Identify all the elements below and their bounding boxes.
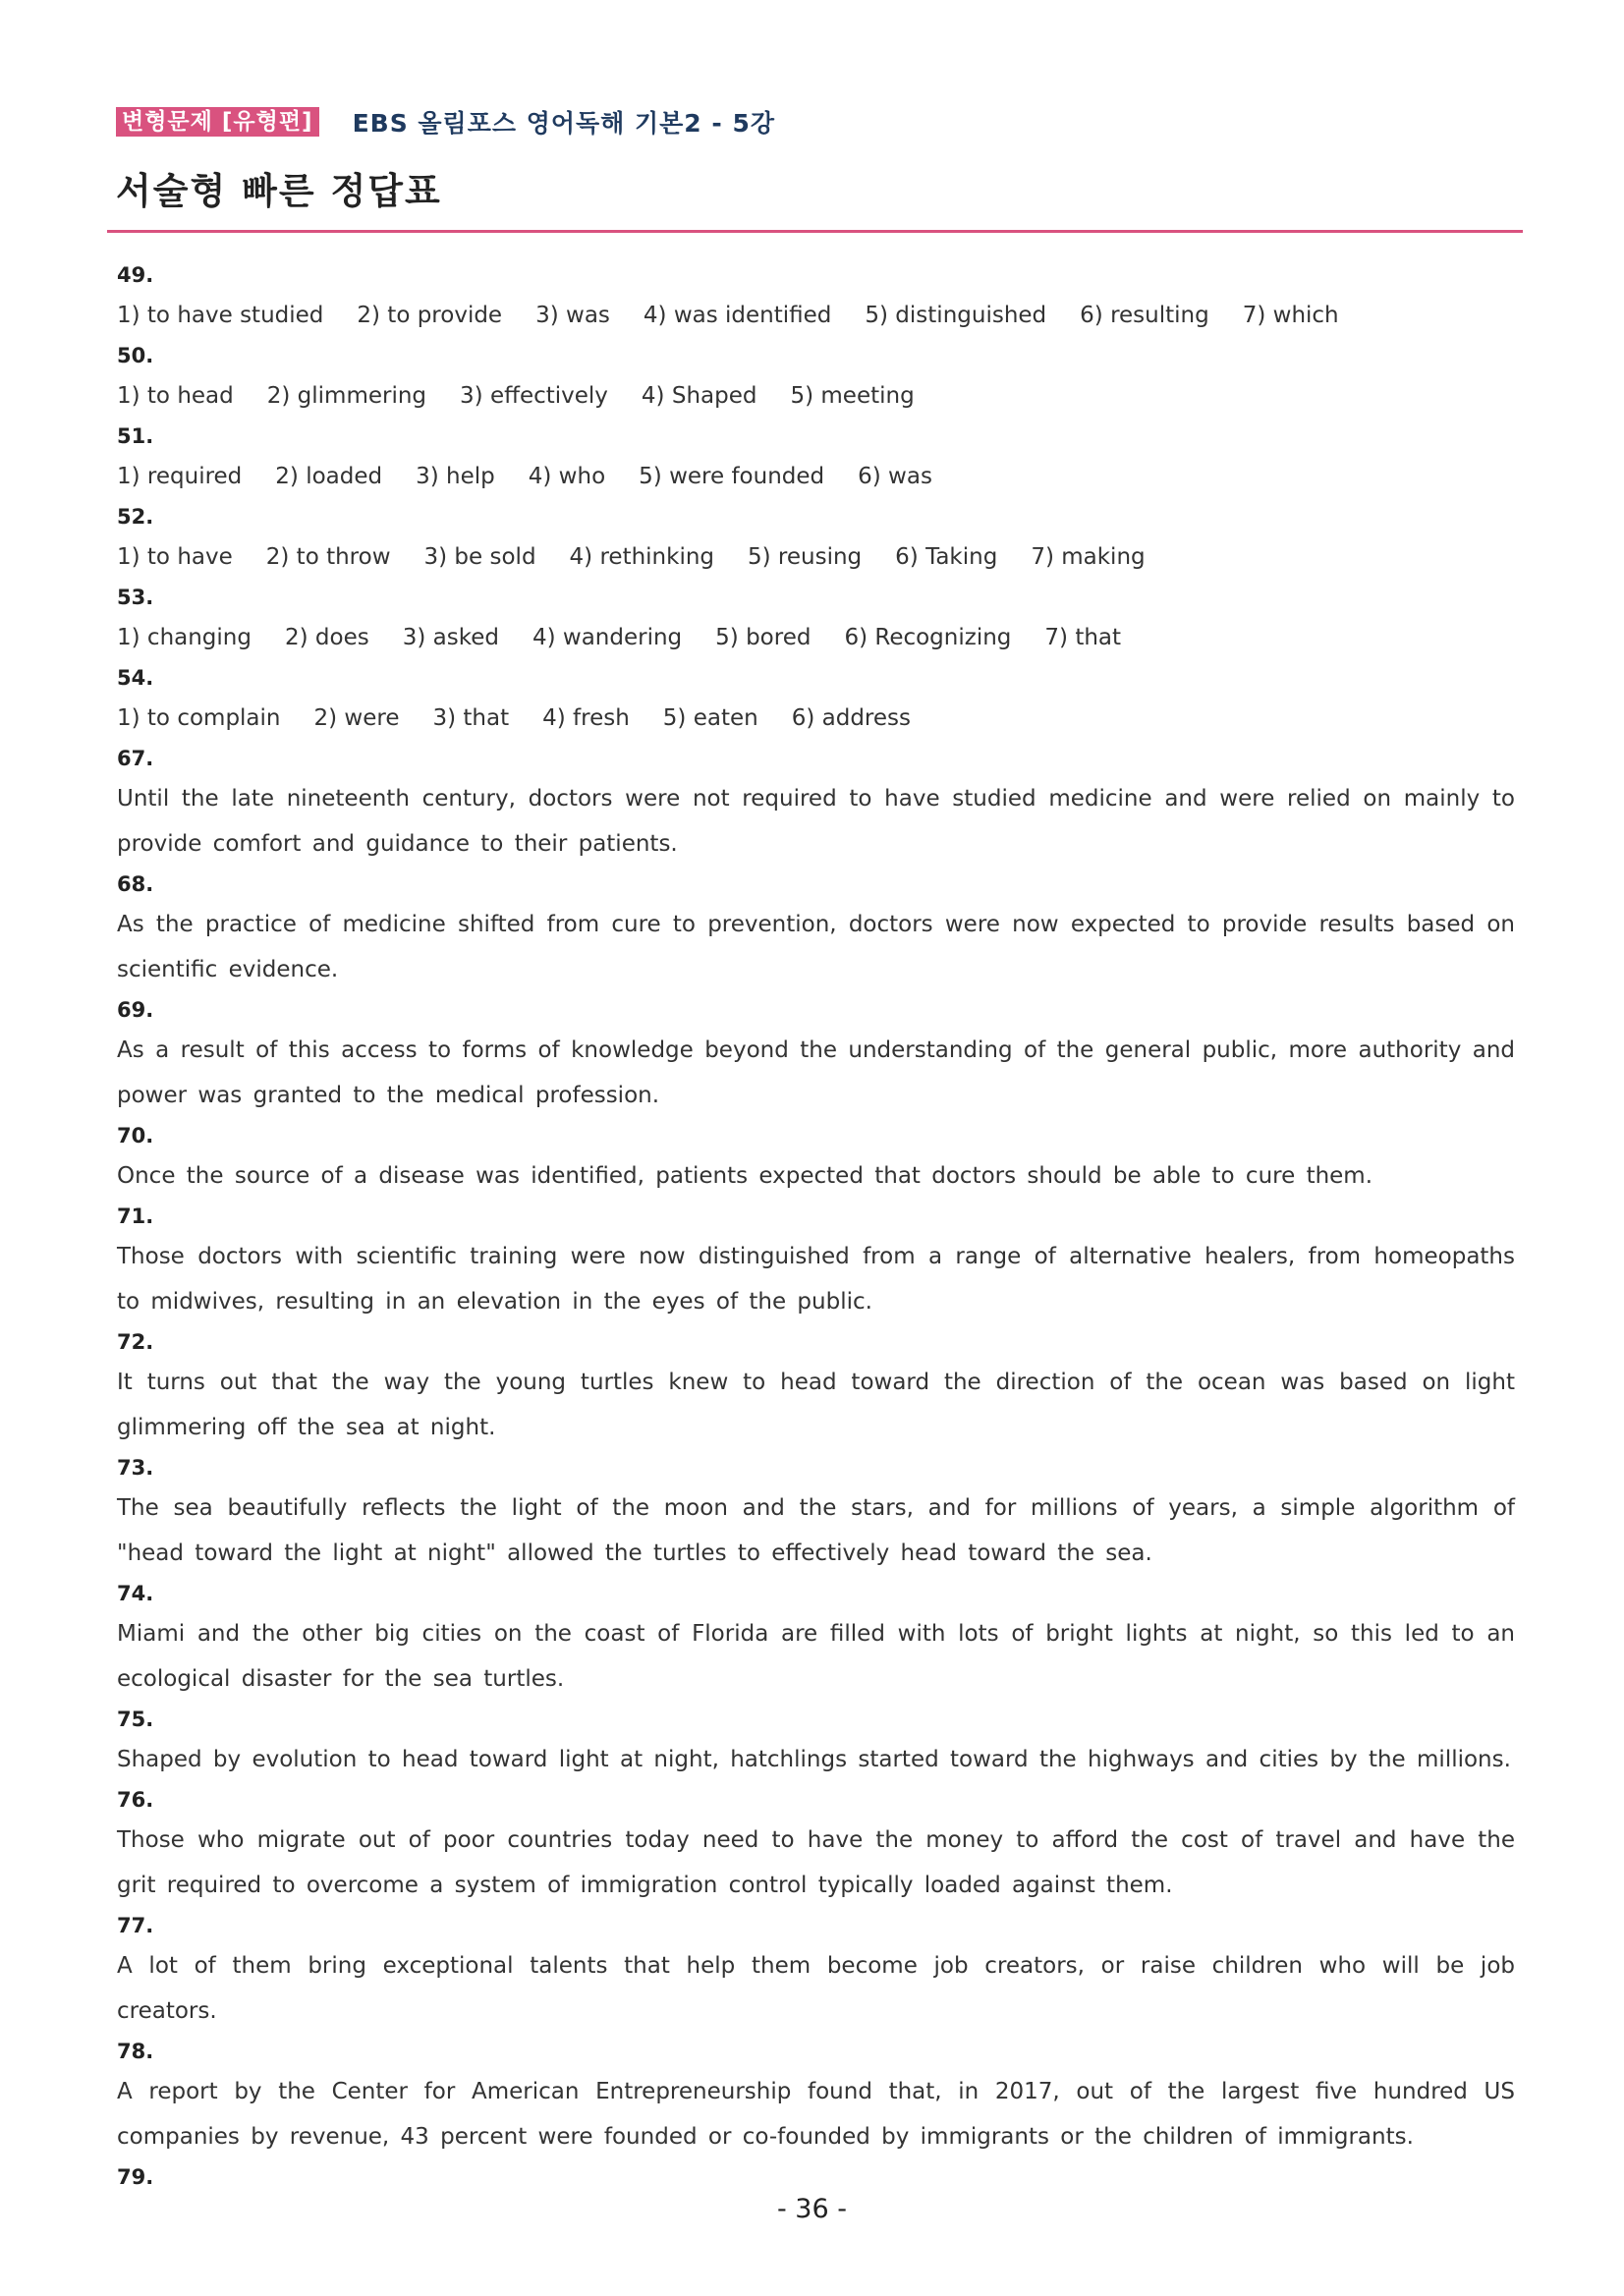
short-answer: 1) to head xyxy=(117,383,234,409)
short-answer: 3) effectively xyxy=(460,383,608,409)
question-number: 49. xyxy=(117,263,154,287)
page-title: 서술형 빠른 정답표 xyxy=(116,170,442,212)
short-answer: 5) reusing xyxy=(748,544,863,570)
short-answer: 3) be sold xyxy=(423,544,536,570)
answer-list xyxy=(117,257,1515,2195)
short-answer: 2) were xyxy=(313,705,400,731)
question-number: 51. xyxy=(117,424,154,448)
answer-item xyxy=(117,867,1515,992)
short-answer: 5) meeting xyxy=(790,383,915,409)
question-number: 74. xyxy=(117,1582,154,1605)
short-answer: 1) changing xyxy=(117,625,252,650)
short-answer: 7) making xyxy=(1031,544,1146,570)
page-number: - 36 - xyxy=(776,2194,847,2224)
short-answer: 2) loaded xyxy=(275,464,383,489)
short-answer: 6) address xyxy=(791,705,911,731)
question-number: 72. xyxy=(117,1330,154,1354)
short-answer: 2) to provide xyxy=(357,303,503,328)
short-answer: 1) to have xyxy=(117,544,233,570)
answer-item xyxy=(117,580,1515,660)
answer-sentence: A report by the Center for American Entrepreneurship found that, in 2017, out of the largest five hundred US companies by revenue, 43 percent were founded or co-founded by immigrants or the children of immigrants. xyxy=(117,2079,1515,2150)
answer-sentence: As the practice of medicine shifted from cure to prevention, doctors were now expected to provide results based on scientific evidence. xyxy=(117,912,1515,982)
short-answer: 3) asked xyxy=(402,625,499,650)
question-number: 76. xyxy=(117,1788,154,1812)
answer-sentence: Those doctors with scientific training were now distinguished from a range of alternative healers, from homeopaths to midwives, resulting in an elevation in the eyes of the public. xyxy=(117,1244,1515,1315)
short-answer: 6) resulting xyxy=(1080,303,1209,328)
answer-item xyxy=(117,257,1515,338)
short-answer-row xyxy=(117,696,1515,741)
question-number: 77. xyxy=(117,1914,154,1937)
short-answer: 4) rethinking xyxy=(569,544,715,570)
question-number: 67. xyxy=(117,747,154,770)
answer-sentence: Once the source of a disease was identified, patients expected that doctors should be able to cure them. xyxy=(117,1163,1373,1189)
short-answer: 6) was xyxy=(858,464,932,489)
short-answer: 6) Recognizing xyxy=(844,625,1012,650)
short-answer-row xyxy=(117,293,1515,338)
answer-item xyxy=(117,499,1515,580)
question-number: 52. xyxy=(117,505,154,529)
short-answer: 7) which xyxy=(1242,303,1339,328)
answer-sentence: As a result of this access to forms of knowledge beyond the understanding of the general public, more authority and power was granted to the medical profession. xyxy=(117,1037,1515,1108)
answer-sentence: Those who migrate out of poor countries today need to have the money to afford the cost of travel and have the grit required to overcome a system of immigration control typically loaded against them. xyxy=(117,1827,1515,1898)
answer-item xyxy=(117,741,1515,867)
section-tag: 변형문제 [유형편] xyxy=(116,107,319,137)
question-number: 70. xyxy=(117,1124,154,1148)
short-answer-row xyxy=(117,615,1515,660)
answer-sentence: A lot of them bring exceptional talents that help them become job creators, or raise children who will be job creators. xyxy=(117,1953,1515,2024)
answer-item xyxy=(117,1199,1515,1324)
short-answer: 5) eaten xyxy=(662,705,758,731)
answer-item xyxy=(117,1450,1515,1576)
short-answer: 2) does xyxy=(284,625,369,650)
short-answer: 4) fresh xyxy=(542,705,630,731)
short-answer: 1) to have studied xyxy=(117,303,324,328)
question-number: 68. xyxy=(117,872,154,896)
answer-item xyxy=(117,1324,1515,1450)
short-answer: 7) that xyxy=(1044,625,1122,650)
answer-item xyxy=(117,1576,1515,1702)
short-answer-row xyxy=(117,534,1515,580)
answer-item xyxy=(117,338,1515,419)
answer-sentence: It turns out that the way the young turtles knew to head toward the direction of the ocean was based on light glimmering off the sea at night. xyxy=(117,1370,1515,1440)
answer-sentence: Until the late nineteenth century, doctors were not required to have studied medicine and were relied on mainly to provide comfort and guidance to their patients. xyxy=(117,786,1515,857)
answer-item xyxy=(117,1702,1515,1782)
title-divider xyxy=(107,230,1523,233)
short-answer: 4) Shaped xyxy=(641,383,757,409)
short-answer: 4) who xyxy=(528,464,606,489)
answer-item xyxy=(117,2034,1515,2159)
answer-sentence: Miami and the other big cities on the coast of Florida are filled with lots of bright lights at night, so this led to an ecological disaster for the sea turtles. xyxy=(117,1621,1515,1692)
answer-item xyxy=(117,2159,1515,2195)
question-number: 54. xyxy=(117,666,154,690)
answer-sentence: Shaped by evolution to head toward light at night, hatchlings started toward the highways and cities by the millions. xyxy=(117,1747,1511,1772)
short-answer: 5) bored xyxy=(715,625,812,650)
short-answer: 5) distinguished xyxy=(865,303,1047,328)
answer-item xyxy=(117,1118,1515,1199)
short-answer: 4) was identified xyxy=(643,303,832,328)
question-number: 78. xyxy=(117,2040,154,2063)
answer-item xyxy=(117,1782,1515,1908)
question-number: 73. xyxy=(117,1456,154,1480)
short-answer: 2) glimmering xyxy=(266,383,427,409)
short-answer-row xyxy=(117,373,1515,419)
answer-sentence: The sea beautifully reflects the light of the moon and the stars, and for millions of years, a simple algorithm of "head toward the light at night" allowed the turtles to effectively head toward the sea. xyxy=(117,1495,1515,1566)
question-number: 53. xyxy=(117,586,154,609)
short-answer: 2) to throw xyxy=(265,544,391,570)
question-number: 79. xyxy=(117,2165,154,2189)
short-answer: 1) to complain xyxy=(117,705,281,731)
short-answer: 5) were founded xyxy=(639,464,825,489)
short-answer: 3) that xyxy=(432,705,510,731)
question-number: 75. xyxy=(117,1708,154,1731)
answer-item xyxy=(117,1908,1515,2034)
answer-item xyxy=(117,660,1515,741)
page-header xyxy=(116,104,775,140)
book-title: EBS 올림포스 영어독해 기본2 - 5강 xyxy=(352,109,776,138)
short-answer-row xyxy=(117,454,1515,499)
short-answer: 4) wandering xyxy=(532,625,683,650)
short-answer: 6) Taking xyxy=(895,544,998,570)
short-answer: 3) help xyxy=(416,464,495,489)
question-number: 69. xyxy=(117,998,154,1022)
answer-item xyxy=(117,992,1515,1118)
short-answer: 3) was xyxy=(535,303,610,328)
short-answer: 1) required xyxy=(117,464,243,489)
question-number: 50. xyxy=(117,344,154,367)
answer-item xyxy=(117,419,1515,499)
question-number: 71. xyxy=(117,1204,154,1228)
